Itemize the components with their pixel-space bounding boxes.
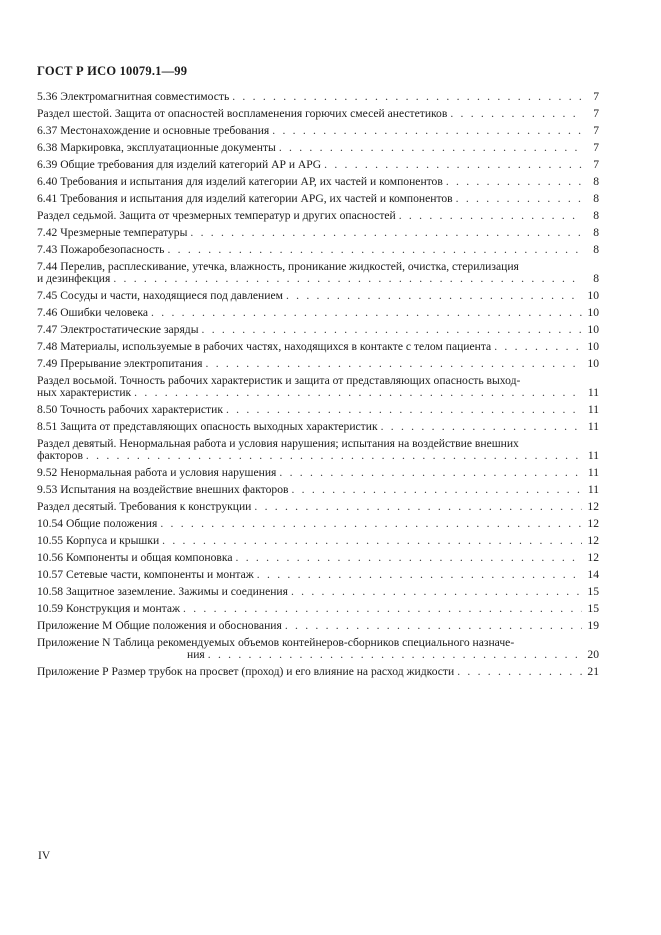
- toc-page-number: 7: [593, 124, 599, 137]
- toc-page-number: 12: [587, 533, 599, 547]
- toc-entry-title: 6.41 Требования и испытания для изделий категории APG, их частей и компонентов: [37, 192, 453, 205]
- dot-leader: [457, 666, 582, 679]
- toc-entry: [37, 375, 599, 399]
- toc-entry-title: 6.38 Маркировка, эксплуатационные документы: [37, 141, 276, 154]
- dot-leader: [254, 501, 582, 514]
- toc-entry: [37, 227, 599, 240]
- toc-page-number: 10: [587, 305, 599, 319]
- dot-leader: [134, 387, 582, 399]
- toc-entry: [37, 193, 599, 206]
- dot-leader: [286, 290, 582, 303]
- toc-entry: [37, 484, 599, 497]
- toc-entry-title: 9.52 Ненормальная работа и условия нарушения: [37, 465, 277, 479]
- toc-entry: [37, 142, 599, 155]
- dot-leader: [190, 227, 582, 240]
- toc-page-number: 10: [587, 322, 599, 336]
- toc-page-number: 14: [587, 567, 599, 581]
- toc-entry-title: 10.54 Общие положения: [37, 516, 158, 530]
- toc-entry: [37, 261, 599, 285]
- toc-entry: [37, 620, 599, 633]
- dot-leader: [257, 569, 582, 582]
- dot-leader: [208, 649, 582, 661]
- dot-leader: [446, 176, 582, 189]
- toc-entry: [37, 586, 599, 599]
- toc-entry-title: 10.55 Корпуса и крышки: [37, 533, 160, 547]
- toc-entry-title-line: Раздел девятый. Ненормальная работа и условия нарушения; испытания на воздействие внешних: [37, 437, 519, 450]
- toc-entry-title: 7.46 Ошибки человека: [37, 305, 149, 319]
- toc-page-number: 15: [587, 584, 599, 598]
- dot-leader: [167, 244, 582, 257]
- toc-page-number: 7: [593, 90, 599, 103]
- toc-page-number: 11: [587, 465, 599, 479]
- toc-entry: [37, 666, 599, 679]
- toc-page-number: 11: [587, 386, 599, 400]
- toc-entry: [37, 341, 599, 354]
- toc-page-number: 8: [593, 209, 599, 222]
- dot-leader: [162, 535, 582, 548]
- dot-leader: [279, 142, 582, 155]
- toc-entry-title-line: Раздел восьмой. Точность рабочих характеристик и защита от представляющих опасность выход-: [37, 374, 521, 387]
- table-of-contents: [37, 91, 599, 683]
- toc-entry-title-line: 7.44 Перелив, расплескивание, утечка, влажность, проникание жидкостей, очистка, стерилизация: [37, 261, 519, 273]
- toc-entry: [37, 569, 599, 582]
- dot-leader: [494, 341, 582, 354]
- toc-page-number: 8: [593, 175, 599, 188]
- dot-leader: [183, 603, 582, 616]
- toc-entry-title: 6.40 Требования и испытания для изделий категории АР, их частей и компонентов: [37, 175, 443, 188]
- toc-page-number: 11: [587, 449, 599, 463]
- toc-page-number: 10: [587, 339, 599, 353]
- dot-leader: [206, 358, 583, 371]
- dot-leader: [272, 125, 582, 138]
- toc-entry: [37, 159, 599, 172]
- dot-leader: [381, 421, 582, 434]
- dot-leader: [285, 620, 582, 633]
- toc-page-number: 10: [587, 356, 599, 370]
- toc-page-number: 11: [587, 402, 599, 416]
- toc-entry-title: 5.36 Электромагнитная совместимость: [37, 90, 230, 103]
- toc-entry-title: 7.49 Прерывание электропитания: [37, 356, 203, 370]
- toc-entry: [37, 176, 599, 189]
- dot-leader: [113, 273, 582, 285]
- toc-entry-title: 7.47 Электростатические заряды: [37, 322, 199, 336]
- toc-entry: [37, 637, 599, 661]
- toc-entry: [37, 518, 599, 531]
- toc-entry-title: 10.58 Защитное заземление. Зажимы и соединения: [37, 584, 288, 598]
- dot-leader: [86, 450, 582, 462]
- toc-entry: [37, 307, 599, 320]
- toc-entry-title: Раздел десятый. Требования к конструкции: [37, 499, 252, 513]
- toc-entry-title: 6.37 Местонахождение и основные требования: [37, 124, 270, 137]
- toc-entry: [37, 358, 599, 371]
- toc-page-number: 12: [587, 550, 599, 564]
- toc-entry: [37, 535, 599, 548]
- toc-page-number: 12: [587, 499, 599, 513]
- document-header: ГОСТ Р ИСО 10079.1—99: [37, 64, 188, 78]
- toc-entry-title: Раздел шестой. Защита от опасностей воспламенения горючих смесей анестетиков: [37, 107, 448, 120]
- toc-entry: [37, 603, 599, 616]
- dot-leader: [291, 586, 582, 599]
- toc-entry: [37, 467, 599, 480]
- toc-page-number: 15: [587, 601, 599, 615]
- toc-entry-title: 8.51 Защита от представляющих опасность выходных характеристик: [37, 419, 378, 433]
- toc-page-number: 12: [587, 516, 599, 530]
- toc-entry-title: Раздел седьмой. Защита от чрезмерных температур и других опасностей: [37, 209, 396, 222]
- dot-leader: [450, 108, 582, 121]
- toc-entry: [37, 404, 599, 417]
- toc-entry: [37, 421, 599, 434]
- toc-entry-title: 6.39 Общие требования для изделий категорий АР и APG: [37, 158, 322, 171]
- dot-leader: [160, 518, 582, 531]
- toc-page-number: 8: [593, 243, 599, 256]
- toc-entry-title: 8.50 Точность рабочих характеристик: [37, 402, 223, 416]
- dot-leader: [291, 484, 582, 497]
- dot-leader: [151, 307, 582, 320]
- toc-entry-title: и дезинфекция: [37, 272, 111, 286]
- toc-page-number: 7: [593, 107, 599, 120]
- dot-leader: [202, 324, 583, 337]
- toc-page-number: 8: [593, 272, 599, 286]
- toc-page-number: 20: [587, 647, 599, 661]
- toc-entry-title: 9.53 Испытания на воздействие внешних факторов: [37, 482, 289, 496]
- toc-entry-title: Приложение М Общие положения и обоснования: [37, 618, 282, 632]
- dot-leader: [456, 193, 582, 206]
- toc-entry-title: 10.56 Компоненты и общая компоновка: [37, 550, 233, 564]
- toc-page-number: 10: [587, 288, 599, 302]
- toc-entry: [37, 244, 599, 257]
- toc-entry: [37, 501, 599, 514]
- toc-entry: [37, 108, 599, 121]
- dot-leader: [399, 210, 582, 223]
- toc-page-number: 8: [593, 226, 599, 239]
- toc-entry: [37, 290, 599, 303]
- toc-entry: [37, 91, 599, 104]
- toc-entry-title: 7.43 Пожаробезопасность: [37, 243, 165, 256]
- toc-entry-title: 7.48 Материалы, используемые в рабочих частях, находящихся в контакте с телом пациента: [37, 339, 492, 353]
- toc-entry-title: факторов: [37, 449, 83, 463]
- toc-entry-title: ных характеристик: [37, 386, 132, 400]
- dot-leader: [226, 404, 582, 417]
- toc-entry: [37, 552, 599, 565]
- dot-leader: [236, 552, 582, 565]
- toc-entry-title: 10.57 Сетевые части, компоненты и монтаж: [37, 567, 254, 581]
- toc-entry-title: 7.42 Чрезмерные температуры: [37, 226, 188, 239]
- toc-entry: [37, 210, 599, 223]
- toc-entry-title: Приложение Р Размер трубок на просвет (проход) и его влияние на расход жидкости: [37, 664, 455, 678]
- toc-page-number: 7: [593, 158, 599, 171]
- toc-page-number: 8: [593, 192, 599, 205]
- toc-page-number: 19: [587, 618, 599, 632]
- page-number: IV: [38, 850, 51, 862]
- toc-entry: [37, 324, 599, 337]
- toc-page-number: 11: [587, 419, 599, 433]
- toc-page-number: 21: [587, 664, 599, 678]
- toc-entry-title-line: Приложение N Таблица рекомендуемых объемов контейнеров-сборников специального назначе-: [37, 636, 515, 649]
- toc-entry-title: 10.59 Конструкция и монтаж: [37, 601, 181, 615]
- dot-leader: [324, 159, 582, 172]
- toc-page-number: 11: [587, 482, 599, 496]
- toc-page-number: 7: [593, 141, 599, 154]
- dot-leader: [279, 467, 582, 480]
- dot-leader: [232, 91, 582, 104]
- toc-entry: [37, 125, 599, 138]
- toc-entry-title: ния: [187, 647, 205, 661]
- toc-entry: [37, 438, 599, 462]
- toc-entry-title: 7.45 Сосуды и части, находящиеся под давлением: [37, 288, 283, 302]
